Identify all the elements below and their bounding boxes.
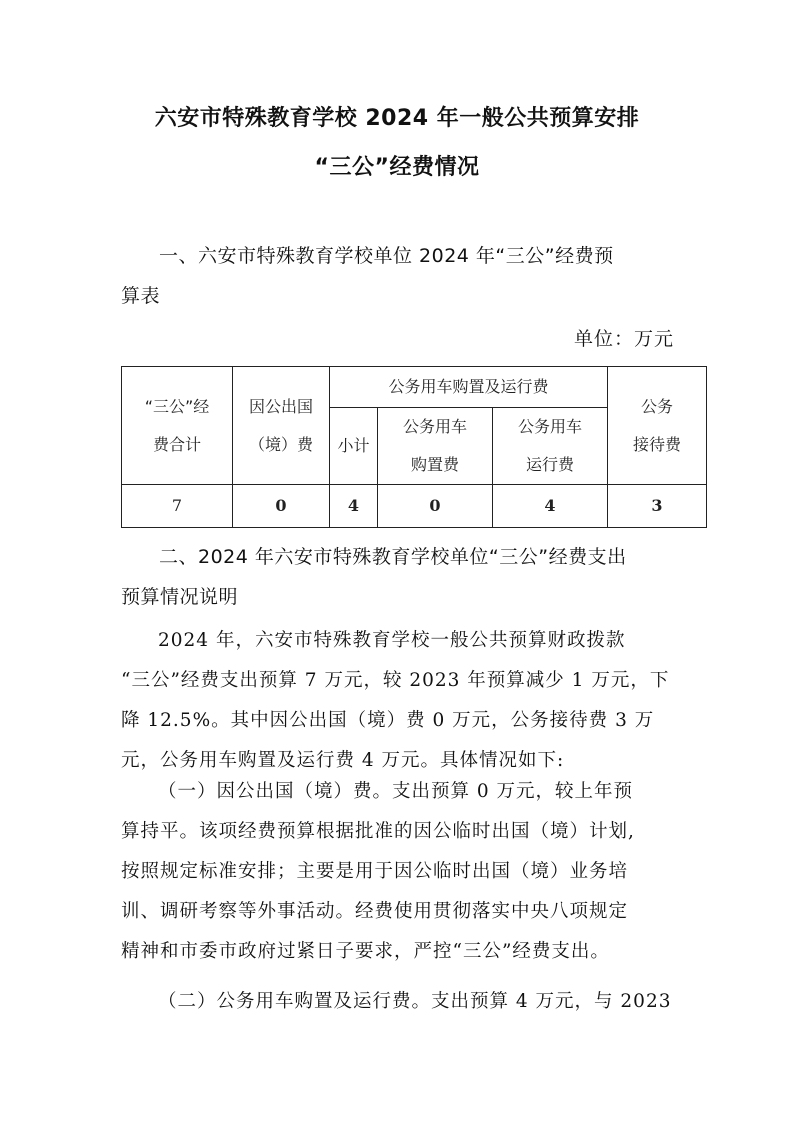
paragraph-2-line-3: 按照规定标准安排；主要是用于因公临时出国（境）业务培 xyxy=(121,861,629,882)
value-operation: 4 xyxy=(493,485,608,528)
value-reception: 3 xyxy=(608,485,707,528)
header-total-line-1: “三公”经 xyxy=(144,396,210,416)
document-title-line-1: 六安市特殊教育学校 2024 年一般公共预算安排 xyxy=(154,106,640,131)
document-title-line-2: “三公”经费情况 xyxy=(314,155,480,180)
paragraph-2-line-1: （一）因公出国（境）费。支出预算 0 万元，较上年预 xyxy=(158,781,634,802)
unit-label: 单位：万元 xyxy=(573,328,674,350)
section-1-heading-line-2: 算表 xyxy=(121,285,161,307)
section-1-heading xyxy=(121,236,681,316)
paragraph-2-line-4: 训、调研考察等外事活动。经费使用贯彻落实中央八项规定 xyxy=(121,901,629,922)
paragraph-1-line-4: 元，公务用车购置及运行费 4 万元。具体情况如下: xyxy=(121,750,565,771)
section-1-heading-line-1: 一、六安市特殊教育学校单位 2024 年“三公”经费预 xyxy=(159,245,614,267)
header-vehicle-group: 公务用车购置及运行费 xyxy=(330,367,608,408)
budget-table xyxy=(121,366,707,528)
paragraph-2 xyxy=(121,772,681,972)
header-operation-line-2: 运行费 xyxy=(525,455,574,474)
header-abroad-line-1: 因公出国 xyxy=(248,396,313,416)
paragraph-3-line-1: （二）公务用车购置及运行费。支出预算 4 万元，与 2023 xyxy=(158,991,672,1012)
paragraph-1-line-3: 降 12.5%。其中因公出国（境）费 0 万元，公务接待费 3 万 xyxy=(121,710,655,731)
table-header-row-1 xyxy=(122,367,707,408)
header-subtotal: 小计 xyxy=(330,408,378,485)
section-2-heading-line-2: 预算情况说明 xyxy=(121,586,239,608)
paragraph-1-line-1: 2024 年，六安市特殊教育学校一般公共预算财政拨款 xyxy=(158,630,626,651)
value-purchase: 0 xyxy=(378,485,493,528)
header-purchase-cell xyxy=(378,408,493,485)
header-total-cell xyxy=(122,367,233,485)
paragraph-1 xyxy=(121,621,681,781)
header-reception-line-2: 接待费 xyxy=(632,434,681,454)
header-operation-line-1: 公务用车 xyxy=(517,417,582,436)
header-abroad-cell xyxy=(233,367,330,485)
header-operation-cell xyxy=(493,408,608,485)
paragraph-3 xyxy=(121,982,681,1022)
header-purchase-line-2: 购置费 xyxy=(410,455,459,474)
header-reception-line-1: 公务 xyxy=(640,396,673,416)
header-purchase-line-1: 公务用车 xyxy=(402,417,467,436)
paragraph-2-line-5: 精神和市委市政府过紧日子要求，严控“三公”经费支出。 xyxy=(121,941,610,962)
value-abroad: 0 xyxy=(233,485,330,528)
paragraph-1-line-2: “三公”经费支出预算 7 万元，较 2023 年预算减少 1 万元，下 xyxy=(121,670,670,691)
table-row xyxy=(122,485,707,528)
value-subtotal: 4 xyxy=(330,485,378,528)
section-2-heading xyxy=(121,537,681,617)
section-2-heading-line-1: 二、2024 年六安市特殊教育学校单位“三公”经费支出 xyxy=(159,546,627,568)
paragraph-2-line-2: 算持平。该项经费预算根据批准的因公临时出国（境）计划, xyxy=(121,821,635,842)
header-total-line-2: 费合计 xyxy=(152,434,201,454)
value-total: 7 xyxy=(122,485,233,528)
header-abroad-line-2: （境）费 xyxy=(248,434,313,454)
header-reception-cell xyxy=(608,367,707,485)
